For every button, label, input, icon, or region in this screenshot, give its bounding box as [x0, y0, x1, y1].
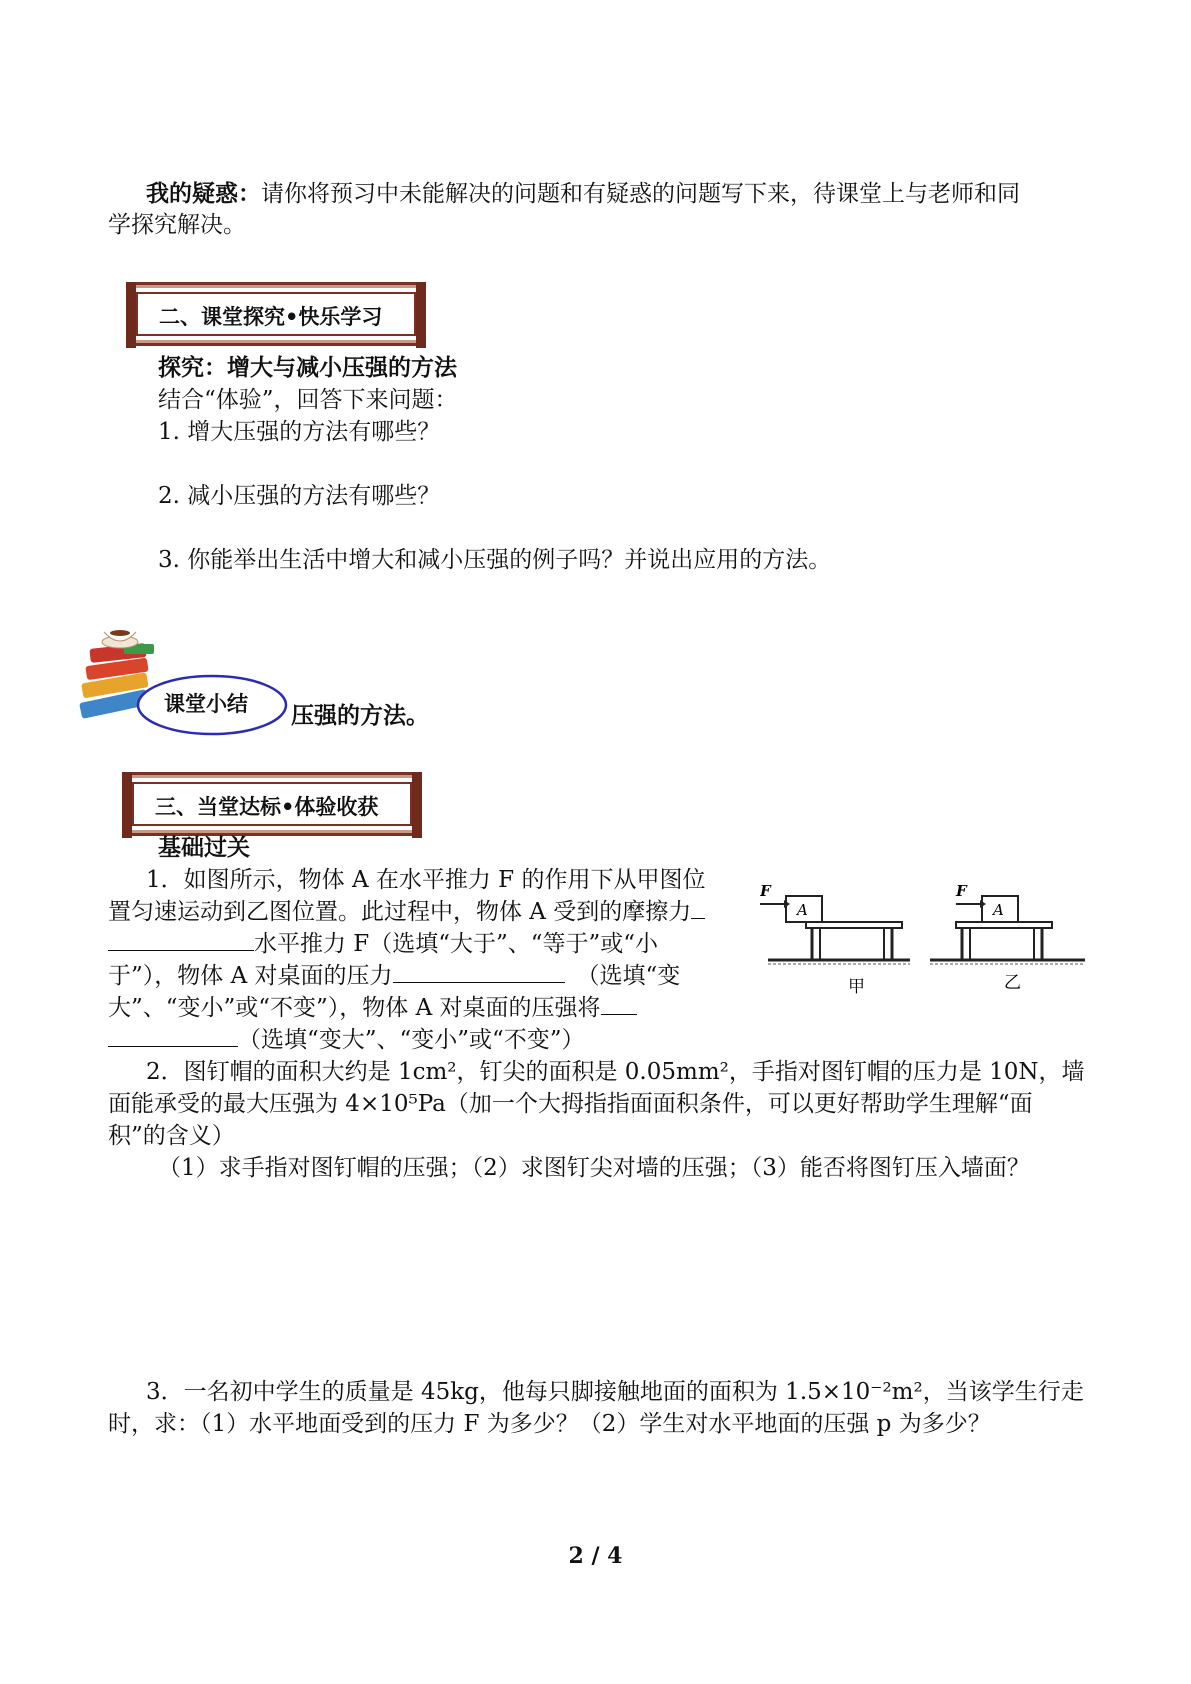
summary-text: 压强的方法。 [291, 702, 429, 729]
figure-label-jia: 甲 [848, 977, 865, 997]
q1-line-3 [108, 928, 658, 960]
doubt-label: 我的疑惑： [146, 180, 261, 207]
q1-blank-force[interactable] [393, 960, 565, 983]
q2-line-3: 积”的含义） [108, 1123, 235, 1149]
section-title-3: 三、当堂达标•体验收获 [155, 795, 379, 819]
q1-line-1: 1．如图所示，物体 A 在水平推力 F 的作用下从甲图位 [146, 867, 706, 893]
basic-heading: 基础过关 [158, 834, 250, 861]
summary-badge [134, 672, 290, 738]
section-title-2: 二、课堂探究•快乐学习 [159, 305, 383, 329]
q2-line-4: （1）求手指对图钉帽的压强；（2）求图钉尖对墙的压强；（3）能否将图钉压入墙面？ [158, 1155, 1030, 1181]
doubt-line-1 [146, 178, 1020, 210]
section-banner-2 [126, 282, 426, 346]
q2-line-2: 面能承受的最大压强为 4×10⁵Pa（加一个大拇指指面面积条件，可以更好帮助学生理解“面 [108, 1091, 1033, 1117]
explore-heading: 探究：增大与减小压强的方法 [158, 354, 457, 381]
q1-line-3-text: 水平推力 F（选填“大于”、“等于”或“小 [254, 931, 659, 957]
summary-badge-label: 课堂小结 [164, 692, 248, 716]
block-label-yi: A [993, 901, 1004, 919]
doubt-line-2: 学探究解决。 [108, 212, 246, 238]
q3-line-1: 3．一名初中学生的质量是 45kg，他每只脚接触地面的面积为 1.5×10⁻²m²，当该学生行走 [146, 1379, 1084, 1405]
section-banner-3 [122, 772, 422, 836]
q1-line-5-text: 大”、“变小”或“不变”），物体 A 对桌面的压强将 [108, 995, 601, 1021]
q1-line-4-text-a: 于”），物体 A 对桌面的压力 [108, 963, 393, 989]
page-number: 2 / 4 [568, 1543, 623, 1569]
explore-question-1: 1. 增大压强的方法有哪些？ [158, 419, 441, 445]
q1-line-2-text: 置匀速运动到乙图位置。此过程中，物体 A 受到的摩擦力 [108, 899, 692, 925]
force-label-yi: F [956, 884, 967, 900]
q1-figure [760, 884, 1090, 1004]
force-label-jia: F [760, 884, 771, 900]
q1-line-6 [108, 1024, 585, 1056]
explore-intro: 结合“体验”，回答下来问题： [158, 387, 458, 413]
q1-line-4-text-b: （选填“变 [576, 963, 681, 989]
q1-line-4 [108, 960, 680, 992]
q1-blank-pressure[interactable] [108, 1024, 238, 1047]
q3-line-2: 时，求：（1）水平地面受到的压力 F 为多少？（2）学生对水平地面的压强 p 为多少？ [108, 1411, 991, 1437]
explore-question-3: 3. 你能举出生活中增大和减小压强的例子吗？并说出应用的方法。 [158, 547, 832, 573]
figure-label-yi: 乙 [1004, 973, 1021, 993]
figure-yi [930, 884, 1085, 993]
q2-line-1: 2．图钉帽的面积大约是 1cm²，钉尖的面积是 0.05mm²，手指对图钉帽的压力是 10N，墙 [146, 1059, 1085, 1085]
q1-blank-friction[interactable] [108, 928, 254, 951]
doubt-text-1: 请你将预习中未能解决的问题和有疑惑的问题写下来，待课堂上与老师和同 [261, 181, 1020, 207]
q1-line-5 [108, 992, 637, 1024]
block-label-jia: A [797, 901, 808, 919]
q1-line-6-text: （选填“变大”、“变小”或“不变”） [238, 1027, 585, 1053]
explore-question-2: 2. 减小压强的方法有哪些？ [158, 483, 441, 509]
figure-jia [760, 884, 910, 997]
q1-line-2 [108, 896, 705, 928]
